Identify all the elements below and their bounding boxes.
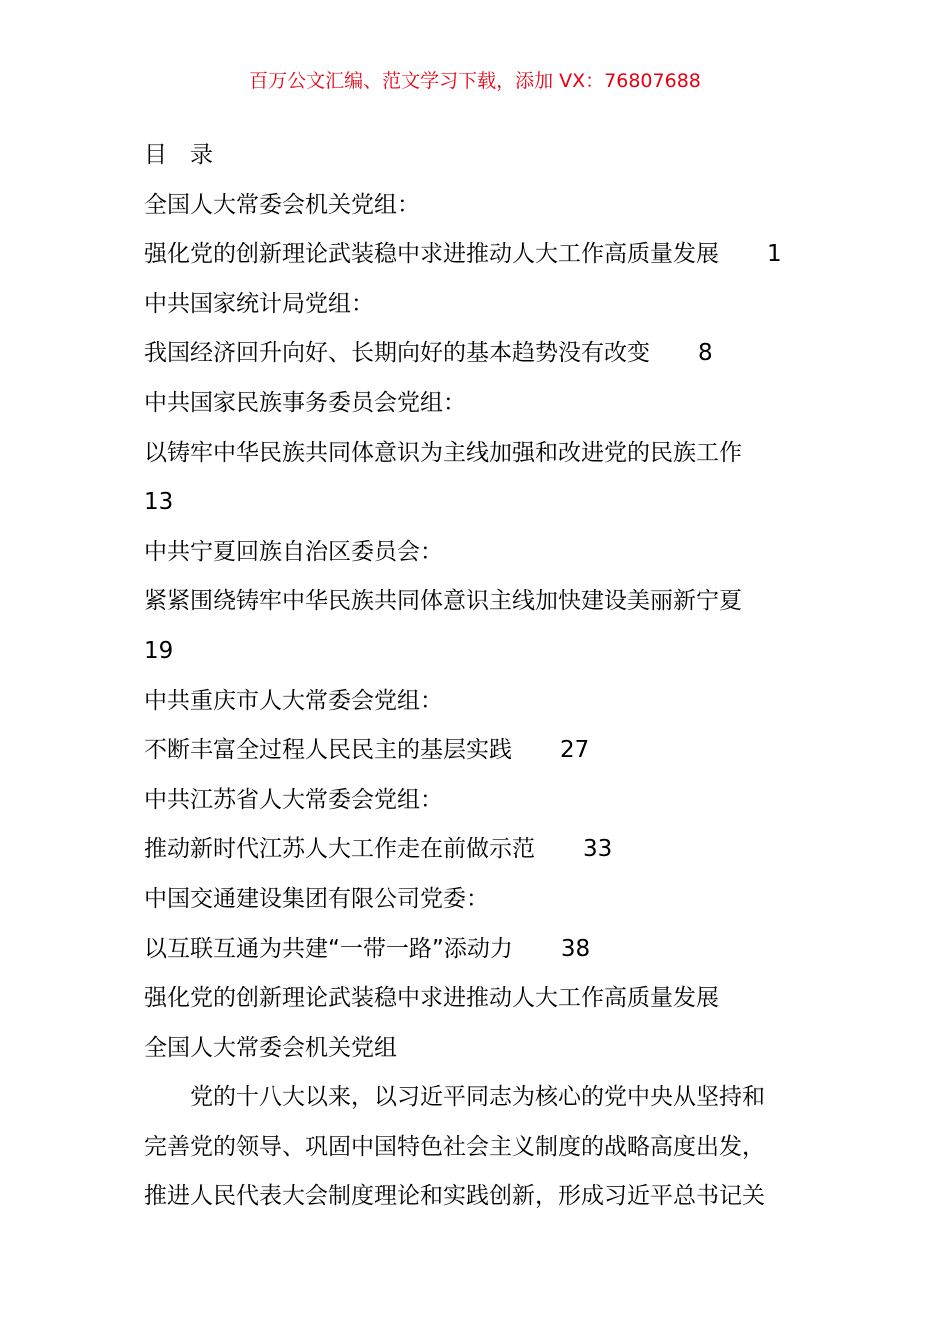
toc-item-title: 我国经济回升向好、长期向好的基本趋势没有改变 xyxy=(144,340,650,367)
toc-item-page: 27 xyxy=(560,737,590,764)
toc-item-page: 38 xyxy=(560,935,591,962)
toc-org: 中共重庆市人大常委会党组： xyxy=(144,687,443,714)
toc-item xyxy=(144,329,809,379)
toc-item-title: 以互联互通为共建“一带一路”添动力 xyxy=(144,935,513,962)
toc-item xyxy=(144,230,809,280)
toc-item-title: 紧紧围绕铸牢中华民族共同体意识主线加快建设美丽新宁夏 xyxy=(144,588,742,615)
paragraph-line: 党的十八大以来，以习近平同志为核心的党中央从坚持和 xyxy=(190,1084,765,1111)
article-paragraph xyxy=(144,1073,809,1222)
toc-item-page: 8 xyxy=(698,340,713,367)
paragraph-line: 推进人民代表大会制度理论和实践创新，形成习近平总书记关 xyxy=(144,1183,765,1210)
toc-org: 中共国家民族事务委员会党组： xyxy=(144,389,466,416)
article-title: 强化党的创新理论武装稳中求进推动人大工作高质量发展 xyxy=(144,985,719,1012)
toc-item xyxy=(144,726,809,776)
paragraph-line: 完善党的领导、巩固中国特色社会主义制度的战略高度出发， xyxy=(144,1133,765,1160)
toc-org: 中共宁夏回族自治区委员会： xyxy=(144,538,443,565)
toc-org: 中共国家统计局党组： xyxy=(144,290,374,317)
toc-item xyxy=(144,925,809,975)
toc-org: 中国交通建设集团有限公司党委： xyxy=(144,885,489,912)
toc-item-title: 强化党的创新理论武装稳中求进推动人大工作高质量发展 xyxy=(144,241,719,268)
toc-item xyxy=(144,825,809,875)
toc-item-page: 19 xyxy=(144,637,174,664)
toc-item-title: 推动新时代江苏人大工作走在前做示范 xyxy=(144,836,535,863)
toc-item-title: 不断丰富全过程人民民主的基层实践 xyxy=(144,737,512,764)
document-body xyxy=(144,131,809,1222)
toc-org: 全国人大常委会机关党组： xyxy=(144,191,420,218)
toc-item-page: 1 xyxy=(767,241,782,268)
toc-item-page: 13 xyxy=(144,489,174,516)
toc-item-page: 33 xyxy=(583,836,613,863)
article-author: 全国人大常委会机关党组 xyxy=(144,1034,397,1061)
watermark-header: 百万公文汇编、范文学习下载，添加 VX：76807688 xyxy=(249,70,701,92)
toc-title: 目 录 xyxy=(144,142,213,168)
toc-item-title: 以铸牢中华民族共同体意识为主线加强和改进党的民族工作 xyxy=(144,439,742,466)
toc-org: 中共江苏省人大常委会党组： xyxy=(144,786,443,813)
